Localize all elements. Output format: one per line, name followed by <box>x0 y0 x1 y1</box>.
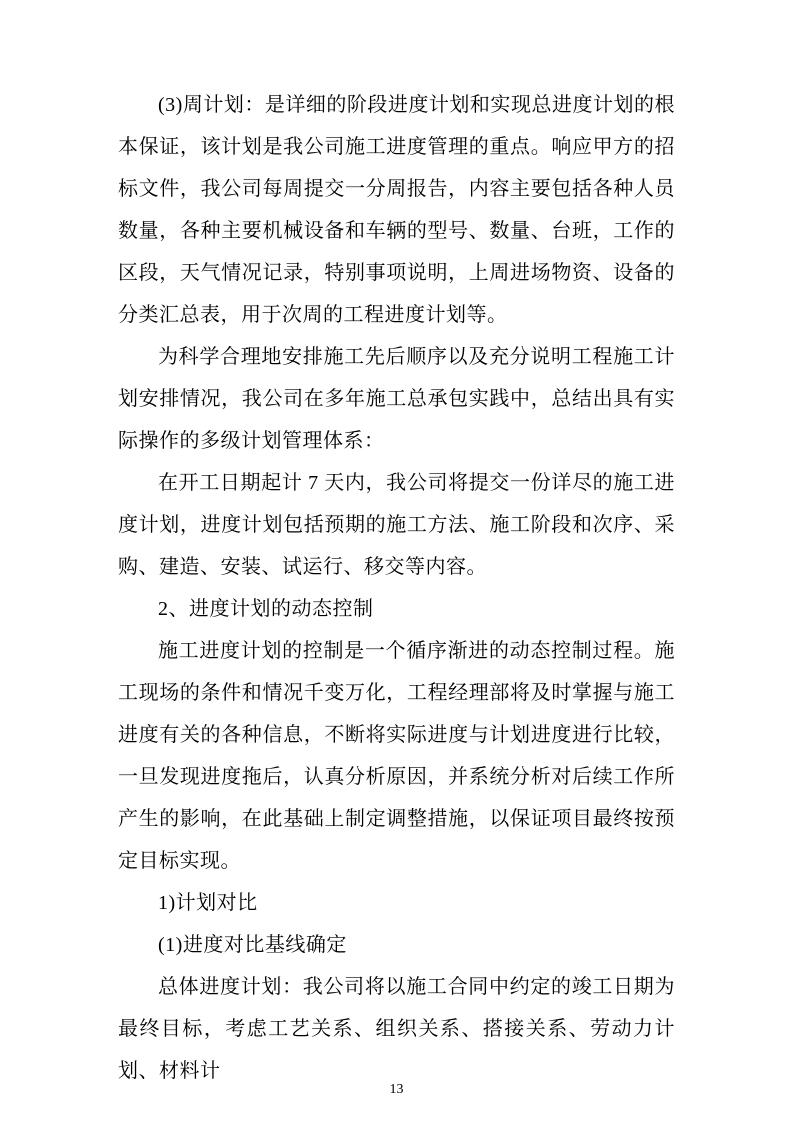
paragraph-dynamic-control-body: 施工进度计划的控制是一个循序渐进的动态控制过程。施工现场的条件和情况千变万化，工程经理部将及时掌握与施工进度有关的各种信息，不断将实际进度与计划进度进行比较，一旦发现进度拖后，认真分析原因，并系统分析对后续工作所产生的影响，在此基础上制定调整措施，以保证项目最终按预定目标实现。 <box>118 640 675 872</box>
paragraph-seven-day-submission: 在开工日期起计 7 天内，我公司将提交一份详尽的施工进度计划，进度计划包括预期的施工方法、施工阶段和次序、采购、建造、安装、试运行、移交等内容。 <box>118 472 675 578</box>
heading-plan-comparison: 1)计划对比 <box>158 892 258 914</box>
paragraph-overall-schedule: 总体进度计划：我公司将以施工合同中约定的竣工日期为最终目标，考虑工艺关系、组织关系、搭接关系、劳动力计划、材料计 <box>118 976 675 1082</box>
heading-dynamic-control: 2、进度计划的动态控制 <box>158 598 374 620</box>
page-footer <box>0 1082 793 1098</box>
paragraph-multilevel-plan-intro: 为科学合理地安排施工先后顺序以及充分说明工程施工计划安排情况，我公司在多年施工总承包实践中，总结出具有实际操作的多级计划管理体系： <box>118 346 675 452</box>
heading-baseline-determination: (1)进度对比基线确定 <box>158 934 347 956</box>
page-number: 13 <box>389 1082 404 1097</box>
document-body <box>118 84 675 1092</box>
paragraph-week-plan: (3)周计划：是详细的阶段进度计划和实现总进度计划的根本保证，该计划是我公司施工进度管理的重点。响应甲方的招标文件，我公司每周提交一分周报告，内容主要包括各种人员数量，各种主要机械设备和车辆的型号、数量、台班，工作的区段，天气情况记录，特别事项说明，上周进场物资、设备的分类汇总表，用于次周的工程进度计划等。 <box>118 94 675 326</box>
